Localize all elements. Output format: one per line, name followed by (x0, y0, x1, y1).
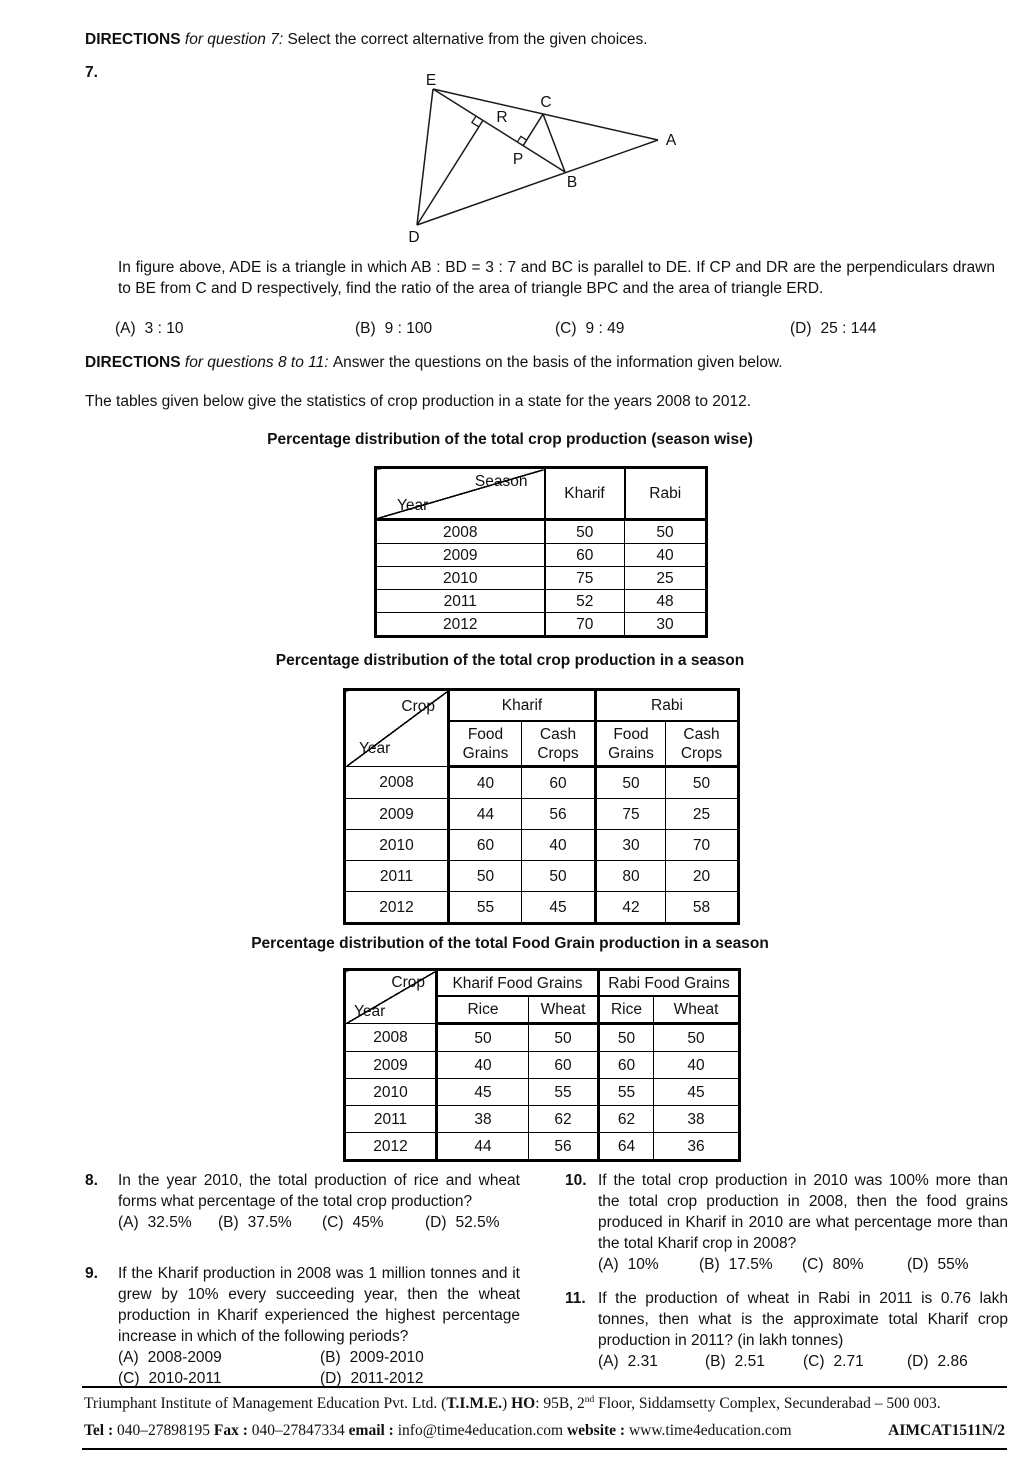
table3-body (345, 1024, 740, 1161)
table2-body (345, 767, 739, 924)
table-cell: 42 (596, 892, 666, 924)
vertex-label-A: A (665, 132, 677, 149)
corner-label-year: Year (359, 740, 391, 757)
footer-code: AIMCAT1511N/2 (888, 1422, 1005, 1439)
question-text: If the total crop production in 2010 was 100% more than the total crop production in 2008, then the food grains produced in Kharif in 2010 are what percentage more than the total Kharif crop in 2008? (598, 1172, 1008, 1252)
table-cell: 25 (625, 567, 707, 590)
option-a: (A) 32.5% (118, 1214, 192, 1231)
table-cell: 44 (437, 1133, 529, 1161)
question-number: 8. (85, 1172, 98, 1189)
subcolumn-header: Wheat (529, 996, 599, 1024)
question-text: If the Kharif production in 2008 was 1 million tonnes and it grew by 10% every succeeding year, then the wheat production in Kharif experienced the highest percentage increase in which of the following periods? (118, 1265, 520, 1345)
table-cell: 75 (596, 799, 666, 830)
group-header-kharif-food-grains: Kharif Food Grains (437, 970, 599, 997)
table-cell: 36 (654, 1133, 740, 1161)
table-row (376, 590, 707, 613)
question-9 (85, 1263, 520, 1389)
triangle-svg (395, 72, 695, 254)
food-grain-table (343, 968, 741, 1162)
table-cell: 2011 (376, 590, 545, 613)
table-cell: 50 (545, 520, 625, 544)
table-cell: 56 (522, 799, 596, 830)
option-a: (A) 2008-2009 (118, 1349, 222, 1366)
table-cell: 2010 (345, 830, 449, 861)
option-b: (B) 2009-2010 (320, 1349, 424, 1366)
table1-body (376, 520, 707, 637)
fax-value: 040–27847334 (247, 1422, 349, 1439)
table-cell: 38 (654, 1106, 740, 1133)
table-row (376, 544, 707, 567)
table-cell: 50 (522, 861, 596, 892)
email-value: info@time4education.com (393, 1422, 567, 1439)
table-cell: 30 (596, 830, 666, 861)
option-c: (C) 80% (802, 1256, 864, 1273)
option-c: (C) 9 : 49 (555, 320, 625, 337)
option-b: (B) 2.51 (705, 1353, 765, 1370)
table-cell: 55 (529, 1079, 599, 1106)
season-crop-table (343, 688, 740, 925)
question-text: In the year 2010, the total production of rice and wheat forms what percentage of the total crop production? (118, 1172, 520, 1210)
season-wise-table (374, 466, 708, 638)
directions-scope: for question 7: (184, 31, 288, 48)
table-cell: 52 (545, 590, 625, 613)
column-header-rabi: Rabi (625, 468, 707, 520)
question-number: 10. (565, 1172, 587, 1189)
table-cell: 2008 (345, 767, 449, 799)
email-label: email : (348, 1422, 394, 1439)
directions-text: Answer the questions on the basis of the information given below. (332, 354, 783, 371)
directions-keyword: DIRECTIONS (85, 31, 185, 48)
question-number: 11. (565, 1290, 586, 1307)
table-cell: 60 (529, 1052, 599, 1079)
question-8 (85, 1170, 520, 1233)
table-cell: 60 (545, 544, 625, 567)
corner-cell (376, 468, 545, 520)
subcolumn-header: Rice (599, 996, 654, 1024)
table-cell: 45 (437, 1079, 529, 1106)
tel-value: 040–27898195 (113, 1422, 214, 1439)
option-d: (D) 2.86 (907, 1353, 968, 1370)
table-cell: 25 (666, 799, 739, 830)
table-cell: 2012 (345, 892, 449, 924)
footer-ho-label: HO (511, 1395, 536, 1412)
table-cell: 70 (666, 830, 739, 861)
question-10 (565, 1170, 1008, 1275)
group-header-rabi: Rabi (596, 690, 739, 722)
footer-ordinal: nd (584, 1394, 595, 1405)
table-cell: 62 (599, 1106, 654, 1133)
subcolumn-header: Food Grains (449, 721, 522, 767)
table-cell: 2011 (345, 1106, 437, 1133)
website-value: www.time4education.com (625, 1422, 792, 1439)
subcolumn-header: Wheat (654, 996, 740, 1024)
table-cell: 62 (529, 1106, 599, 1133)
table-row (376, 520, 707, 544)
table-cell: 2012 (376, 613, 545, 637)
table-row (345, 1133, 740, 1161)
table3-title: Percentage distribution of the total Food Grain production in a season (251, 935, 769, 952)
question-number-7: 7. (85, 64, 98, 81)
table-cell: 50 (666, 767, 739, 799)
table-cell: 56 (529, 1133, 599, 1161)
footer-contacts (84, 1421, 792, 1441)
table-cell: 45 (522, 892, 596, 924)
table-cell: 50 (599, 1024, 654, 1052)
corner-cell (345, 970, 437, 1024)
table-cell: 75 (545, 567, 625, 590)
question-11 (565, 1288, 1008, 1372)
table-cell: 2010 (376, 567, 545, 590)
group-header-row (345, 970, 740, 997)
table-row (345, 1106, 740, 1133)
point-label-R: R (496, 109, 508, 126)
option-d: (D) 55% (907, 1256, 969, 1273)
question-7-text: In figure above, ADE is a triangle in which AB : BD = 3 : 7 and BC is parallel to DE. If CP and DR are the perpendiculars drawn to BE from C and D respectively, find the ratio of the area of triangle BPC and the area of triangle ERD. (118, 259, 995, 297)
table-cell: 30 (625, 613, 707, 637)
table-cell: 2009 (345, 799, 449, 830)
question-7-options (115, 318, 995, 339)
table-cell: 60 (449, 830, 522, 861)
directions-text: Select the correct alternative from the given choices. (287, 31, 648, 48)
footer-contact-line (84, 1421, 1005, 1441)
corner-label-crop: Crop (391, 974, 425, 991)
group-header-rabi-food-grains: Rabi Food Grains (599, 970, 740, 997)
corner-label-crop: Crop (401, 698, 435, 715)
table-cell: 38 (437, 1106, 529, 1133)
table-cell: 80 (596, 861, 666, 892)
vertex-label-C: C (540, 94, 552, 111)
table-row (345, 799, 739, 830)
table-cell: 40 (654, 1052, 740, 1079)
table-row (376, 567, 707, 590)
subcolumn-header: Rice (437, 996, 529, 1024)
table-cell: 2009 (376, 544, 545, 567)
table-cell: 50 (437, 1024, 529, 1052)
question-text: If the production of wheat in Rabi in 2011 is 0.76 lakh tonnes, then what is the approximate total Kharif crop production in 2011? (in lakh tonnes) (598, 1290, 1008, 1349)
table-row (345, 830, 739, 861)
option-d: (D) 52.5% (425, 1214, 500, 1231)
directions-scope: for questions 8 to 11: (184, 354, 333, 371)
table-cell: 50 (625, 520, 707, 544)
table2-title: Percentage distribution of the total crop production in a season (275, 652, 745, 669)
table-cell: 55 (599, 1079, 654, 1106)
table-cell: 45 (654, 1079, 740, 1106)
directions-q7 (85, 29, 1005, 50)
table-row (345, 1079, 740, 1106)
table-cell: 40 (449, 767, 522, 799)
group-header-kharif: Kharif (449, 690, 596, 722)
table-cell: 70 (545, 613, 625, 637)
line-CP (523, 114, 543, 146)
table-cell: 60 (522, 767, 596, 799)
subcolumn-header: Cash Crops (666, 721, 739, 767)
table-cell: 40 (437, 1052, 529, 1079)
vertex-label-D: D (408, 229, 420, 246)
tables-intro: The tables given below give the statistics of crop production in a state for the years 2008 to 2012. (85, 393, 752, 410)
point-label-P: P (512, 151, 524, 168)
corner-cell (345, 690, 449, 767)
table-cell: 55 (449, 892, 522, 924)
corner-label-year: Year (397, 497, 429, 514)
table-cell: 64 (599, 1133, 654, 1161)
table-cell: 60 (599, 1052, 654, 1079)
question-8-options (118, 1212, 520, 1233)
table-row (345, 1052, 740, 1079)
vertex-label-B: B (566, 174, 578, 191)
table-row (345, 1024, 740, 1052)
table-cell: 2012 (345, 1133, 437, 1161)
table-cell: 50 (529, 1024, 599, 1052)
option-a: (A) 3 : 10 (115, 320, 184, 337)
group-header-row (345, 690, 739, 722)
table-cell: 40 (625, 544, 707, 567)
question-11-options (598, 1351, 1008, 1372)
question-10-options (598, 1254, 1008, 1275)
table-row (345, 767, 739, 799)
subcolumn-header: Cash Crops (522, 721, 596, 767)
tel-label: Tel : (84, 1422, 114, 1439)
table-cell: 2011 (345, 861, 449, 892)
table-row (345, 861, 739, 892)
table-cell: 44 (449, 799, 522, 830)
table1-title: Percentage distribution of the total crop production (season wise) (267, 431, 753, 448)
triangle-figure (395, 72, 695, 254)
table-cell: 48 (625, 590, 707, 613)
table-cell: 20 (666, 861, 739, 892)
option-b: (B) 37.5% (218, 1214, 292, 1231)
website-label: website : (566, 1422, 626, 1439)
footer-institute-line: Triumphant Institute of Management Education Pvt. Ltd. (T.I.M.E.) HO: 95B, 2nd Floor, Siddamsetty Complex, Secunderabad – 500 003. (84, 1394, 941, 1412)
table-row (376, 613, 707, 637)
line-CB (543, 114, 565, 172)
table-cell: 50 (654, 1024, 740, 1052)
corner-label-year: Year (354, 1003, 386, 1020)
option-b: (B) 17.5% (699, 1256, 773, 1273)
footer-institute-text: Triumphant Institute of Management Education Pvt. Ltd. ( (84, 1395, 447, 1412)
table-cell: 40 (522, 830, 596, 861)
option-c: (C) 2010-2011 (118, 1370, 222, 1387)
option-d: (D) 25 : 144 (790, 320, 877, 337)
option-a: (A) 10% (598, 1256, 659, 1273)
table-cell: 50 (596, 767, 666, 799)
header-row (376, 468, 707, 520)
table-cell: 2008 (345, 1024, 437, 1052)
line-DA (417, 140, 658, 225)
vertex-label-E: E (425, 72, 437, 89)
table-cell: 58 (666, 892, 739, 924)
option-c: (C) 2.71 (803, 1353, 864, 1370)
option-c: (C) 45% (322, 1214, 384, 1231)
question-number: 9. (85, 1265, 98, 1282)
column-header-kharif: Kharif (545, 468, 625, 520)
option-d: (D) 2011-2012 (320, 1370, 424, 1387)
directions-keyword: DIRECTIONS (85, 354, 185, 371)
table-cell: 2009 (345, 1052, 437, 1079)
table-row (345, 892, 739, 924)
option-b: (B) 9 : 100 (355, 320, 433, 337)
option-a: (A) 2.31 (598, 1353, 658, 1370)
table-cell: 50 (449, 861, 522, 892)
table-cell: 2010 (345, 1079, 437, 1106)
fax-label: Fax : (213, 1422, 248, 1439)
table-cell: 2008 (376, 520, 545, 544)
question-9-options (118, 1347, 520, 1389)
footer (82, 1386, 1007, 1450)
subcolumn-header: Food Grains (596, 721, 666, 767)
footer-brand: T.I.M.E. (446, 1395, 503, 1412)
directions-8-11 (85, 352, 1005, 373)
corner-label-season: Season (474, 473, 528, 490)
